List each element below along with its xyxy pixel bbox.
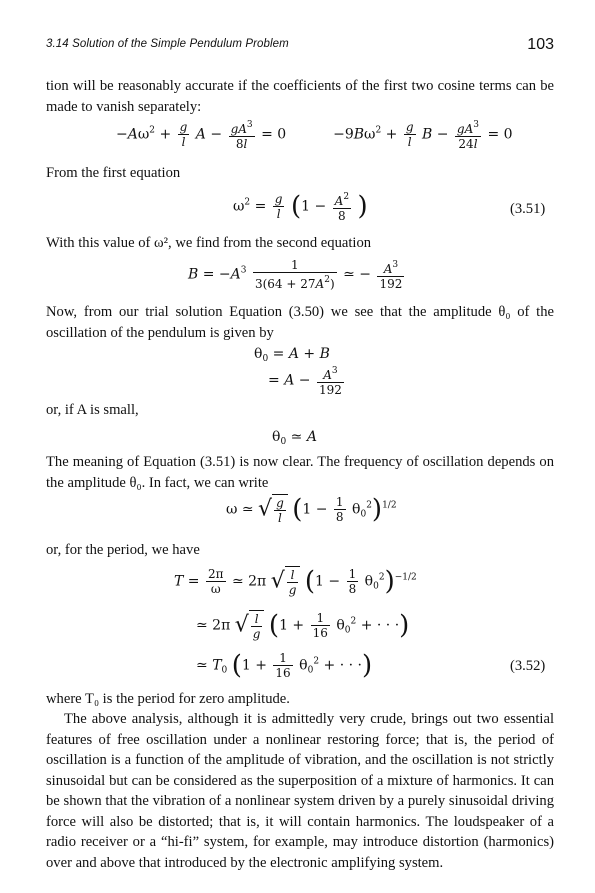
equation-period-1: T = $\frac{2\pi}{\omega}$ ≃ 2π √ $\frac{l}{g}$ (1 − $\frac{1}{8}$ $\theta_0^2)^{-1/2}$ (174, 566, 417, 597)
paragraph-t0-definition: where T₀ is the period for zero amplitude. (46, 691, 290, 707)
paragraph-period: or, for the period, we have (46, 542, 200, 558)
page-number: 103 (527, 36, 554, 53)
paragraph-from-first: From the first equation (46, 165, 181, 181)
equation-number-3-51: (3.51) (510, 201, 546, 217)
paragraph-analysis: The above analysis, although it is admittedly very crude, brings out two essential features of free oscillation under a nonlinear restoring force; that is, the period of oscillation is a function of the amplitude of vibration, and the oscillation is not strictly sinusoidal but can be considered as the superposition of a mixture of harmonics. It can be shown that the vibration of a nonlinear system driven by a purely sinusoidal driving force will also be distorted; that is, it will contain harmonics. The loudspeaker of a radio receiver or a “hi-fi” system, for example, may introduce distortion (harmonics) over and above that introduced by the electronic amplifying system. (46, 711, 554, 871)
paragraph-meaning: The meaning of Equation (3.51) is now clear. The frequency of oscillation depends on the amplitude θ₀. In fact, we can write (46, 454, 554, 491)
equation-omega-squared: $\omega^2$ = $\frac{g}{l}$ (1 − $\frac{A^2}{8}$ ) (233, 191, 368, 223)
paragraph-intro: tion will be reasonably accurate if the coefficients of the first two cosine terms can be made to vanish separately: (46, 78, 554, 115)
equation-cosine-coefficients: $-A\omega^2$ + $\frac{g}{l}$ A − $\frac{gA^3}{8l}$ = $0 -9B\omega^2$ + $\frac{g}{l}$ B − $\frac{gA^3}{24l}$ = 0 (116, 120, 513, 151)
equation-frequency: ω ≃ √ $\frac{g}{l}$ (1 − $\frac{1}{8}$ $\theta_0^2)^{1/2}$ (226, 494, 397, 525)
equation-period-2: ≃ 2π √ $\frac{l}{g}$ (1 + $\frac{1}{16}$ $\theta_0^2$ + · · ·) (196, 610, 410, 641)
paragraph-trial-solution: Now, from our trial solution Equation (3.50) we see that the amplitude θ₀ of the oscillation of the pendulum is given by (46, 304, 554, 341)
equation-b-amplitude: $B = -A^3$ $\frac{1}{3(64 + 27A^2)}$ ≃ − $\frac{A^3}{192}$ (188, 258, 403, 291)
paragraph-if-small: or, if A is small, (46, 402, 139, 418)
equation-period-3: ≃ $T_0$ (1 + $\frac{1}{16}$ $\theta_0^2$ + · · ·) (196, 650, 373, 681)
equation-theta0-approx: = A − $\frac{A^3}{192}$ (268, 366, 342, 397)
equation-number-3-52: (3.52) (510, 658, 546, 674)
page-header (46, 36, 554, 58)
paragraph-with-value: With this value of ω², we find from the second equation (46, 235, 372, 251)
running-head: 3.14 Solution of the Simple Pendulum Problem (46, 38, 289, 50)
equation-theta0-sum: $\theta_0 = A + B$ (254, 346, 330, 364)
equation-theta0-equals-a: $\theta_0$ ≃ A (272, 429, 317, 447)
